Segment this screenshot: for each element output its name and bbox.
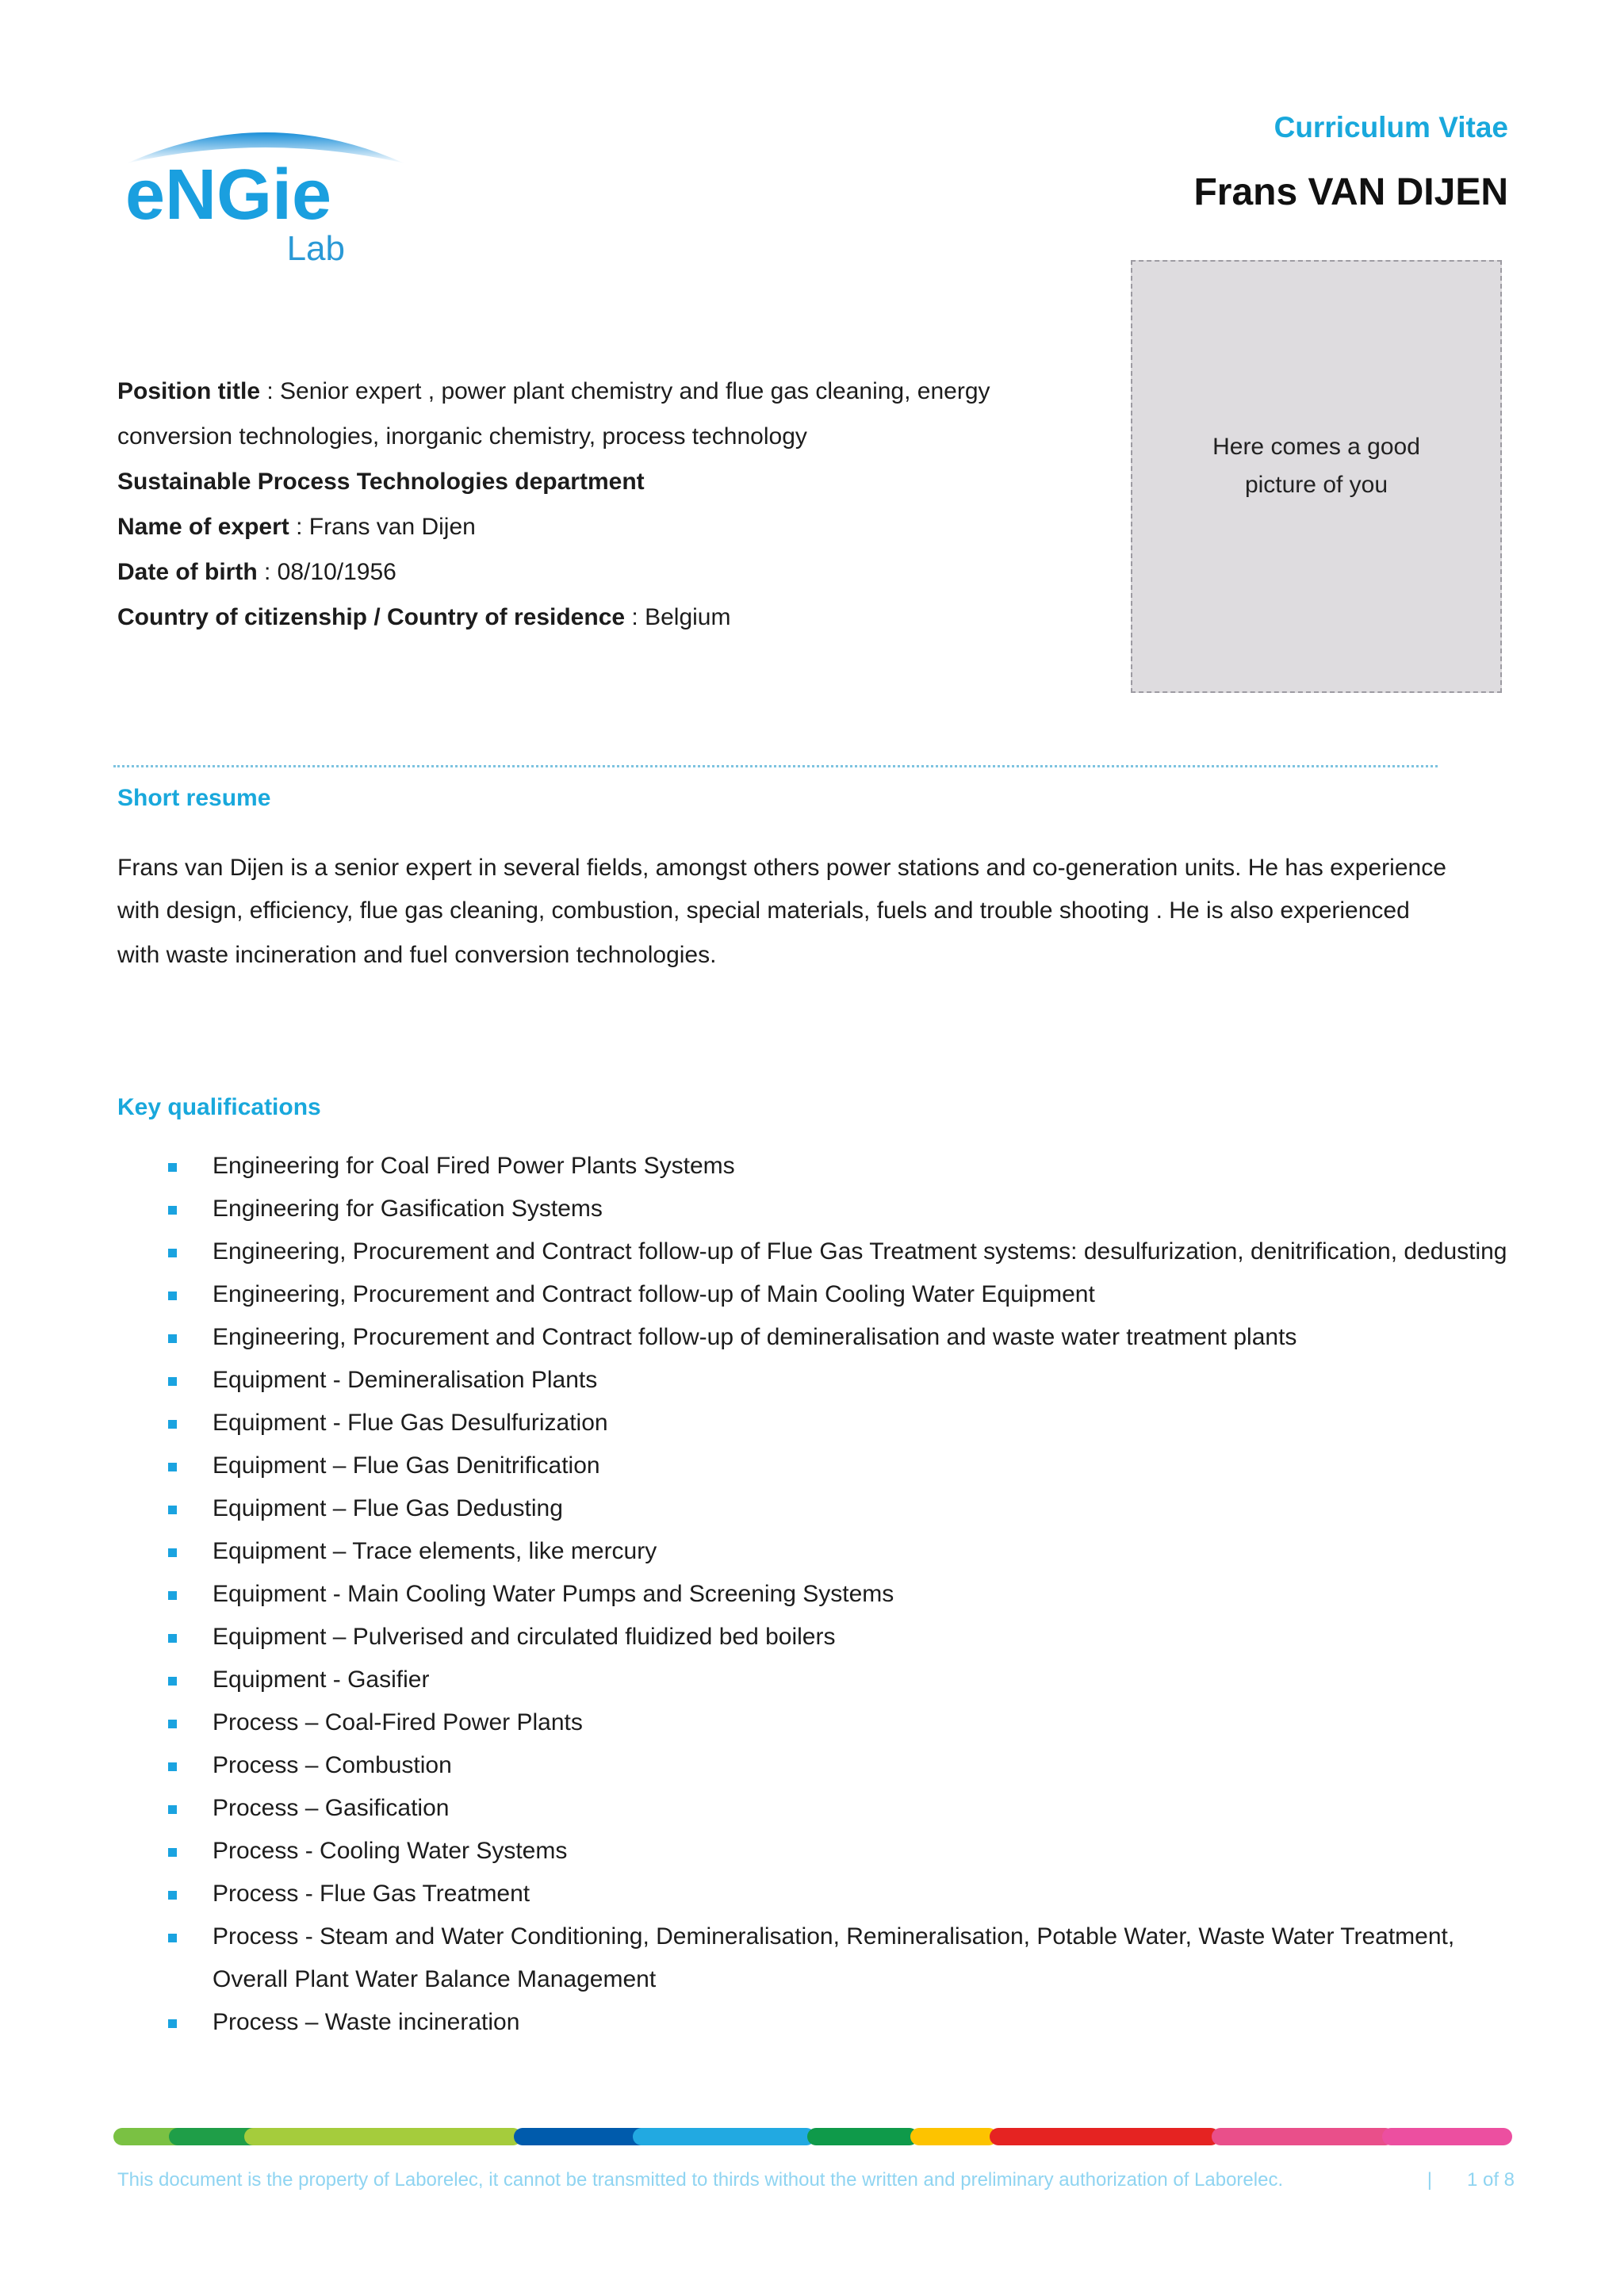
position-line bbox=[117, 369, 1045, 414]
position-value-2: conversion technologies, inorganic chemistry, process technology bbox=[117, 423, 807, 450]
logo-wordmark: eNGie bbox=[125, 155, 332, 235]
qualification-text: Process – Gasification bbox=[213, 1795, 450, 1821]
qualification-item bbox=[165, 1487, 1529, 1530]
footer-disclaimer: This document is the property of Laborelec, it cannot be transmitted to thirds without the written and preliminary authorization of Laborelec. bbox=[117, 2169, 1284, 2191]
qualification-text: Engineering, Procurement and Contract follow-up of demineralisation and waste water treatment plants bbox=[213, 1324, 1297, 1350]
resume-line: with design, efficiency, flue gas cleaning, combustion, special materials, fuels and trouble shooting . He is also experienced bbox=[117, 897, 1410, 924]
personal-info bbox=[117, 369, 1045, 640]
qualification-item bbox=[165, 1915, 1529, 2001]
square-bullet-icon bbox=[168, 1206, 177, 1215]
qualification-text: Equipment - Demineralisation Plants bbox=[213, 1367, 598, 1393]
qualification-text: Equipment - Main Cooling Water Pumps and Screening Systems bbox=[213, 1581, 894, 1607]
square-bullet-icon bbox=[168, 1720, 177, 1728]
engie-lab-logo-graphic bbox=[119, 117, 420, 276]
qualification-text: Engineering, Procurement and Contract follow-up of Main Cooling Water Equipment bbox=[213, 1281, 1095, 1307]
square-bullet-icon bbox=[168, 1591, 177, 1600]
country-line bbox=[117, 595, 1045, 640]
dob-value: : 08/10/1956 bbox=[257, 559, 396, 585]
qualification-item bbox=[165, 1273, 1529, 1316]
qualification-item bbox=[165, 1616, 1529, 1659]
footer-separator: | bbox=[1427, 2169, 1432, 2191]
qualification-text: Process – Combustion bbox=[213, 1752, 452, 1778]
square-bullet-icon bbox=[168, 1463, 177, 1471]
qualification-text: Process – Coal-Fired Power Plants bbox=[213, 1709, 583, 1735]
square-bullet-icon bbox=[168, 1805, 177, 1814]
qualification-item bbox=[165, 1402, 1529, 1445]
cv-label: Curriculum Vitae bbox=[1274, 111, 1508, 144]
qualification-item bbox=[165, 1445, 1529, 1487]
footer-color-bar bbox=[113, 2125, 1512, 2149]
color-segment bbox=[514, 2128, 649, 2145]
position-label: Position title bbox=[117, 378, 260, 404]
country-label: Country of citizenship / Country of residence bbox=[117, 604, 626, 630]
qualification-item bbox=[165, 1744, 1529, 1787]
square-bullet-icon bbox=[168, 1249, 177, 1257]
qualification-text: Equipment – Flue Gas Dedusting bbox=[213, 1495, 563, 1521]
expert-line bbox=[117, 504, 1045, 549]
qualification-item bbox=[165, 1701, 1529, 1744]
key-qualifications-title: Key qualifications bbox=[117, 1094, 321, 1120]
qualification-text: Process – Waste incineration bbox=[213, 2009, 520, 2035]
expert-value: : Frans van Dijen bbox=[289, 514, 476, 540]
section-divider bbox=[113, 765, 1438, 767]
position-line-2 bbox=[117, 414, 1045, 459]
qualification-text: Process - Flue Gas Treatment bbox=[213, 1881, 530, 1907]
photo-placeholder-text: Here comes a good picture of you bbox=[1212, 434, 1420, 498]
qualification-text: Equipment – Flue Gas Denitrification bbox=[213, 1452, 600, 1479]
photo-placeholder bbox=[1131, 260, 1502, 693]
color-segment bbox=[244, 2128, 522, 2145]
square-bullet-icon bbox=[168, 1548, 177, 1557]
qualification-text: Equipment - Flue Gas Desulfurization bbox=[213, 1410, 608, 1436]
logo-sub: Lab bbox=[286, 229, 345, 268]
square-bullet-icon bbox=[168, 2019, 177, 2028]
color-segment bbox=[990, 2128, 1220, 2145]
qualification-item bbox=[165, 1830, 1529, 1873]
qualification-text: Engineering, Procurement and Contract follow-up of Flue Gas Treatment systems: desulfurization, denitrification, dedusting bbox=[213, 1238, 1507, 1265]
color-segment bbox=[1382, 2128, 1512, 2145]
short-resume-title: Short resume bbox=[117, 785, 271, 811]
position-value: : Senior expert , power plant chemistry and flue gas cleaning, energy bbox=[260, 378, 990, 404]
square-bullet-icon bbox=[168, 1634, 177, 1643]
qualification-text: Equipment - Gasifier bbox=[213, 1667, 430, 1693]
qualification-text: Engineering for Coal Fired Power Plants Systems bbox=[213, 1153, 735, 1179]
engie-lab-logo bbox=[119, 117, 420, 276]
page-footer bbox=[117, 2169, 1515, 2191]
expert-label: Name of expert bbox=[117, 514, 289, 540]
key-qualifications-list bbox=[165, 1145, 1529, 2044]
square-bullet-icon bbox=[168, 1292, 177, 1300]
resume-line: Frans van Dijen is a senior expert in several fields, amongst others power stations and co-generation units. He has experience bbox=[117, 855, 1446, 881]
square-bullet-icon bbox=[168, 1848, 177, 1857]
square-bullet-icon bbox=[168, 1762, 177, 1771]
color-segment bbox=[807, 2128, 918, 2145]
qualification-text: Equipment – Pulverised and circulated fluidized bed boilers bbox=[213, 1624, 836, 1650]
qualification-text: Engineering for Gasification Systems bbox=[213, 1196, 603, 1222]
square-bullet-icon bbox=[168, 1891, 177, 1900]
qualification-text: Equipment – Trace elements, like mercury bbox=[213, 1538, 657, 1564]
qualification-item bbox=[165, 1659, 1529, 1701]
cv-name: Frans VAN DIJEN bbox=[1193, 171, 1508, 213]
qualification-item bbox=[165, 1188, 1529, 1230]
department: Sustainable Process Technologies department bbox=[117, 469, 645, 495]
qualification-item bbox=[165, 1145, 1529, 1188]
qualification-item bbox=[165, 1359, 1529, 1402]
square-bullet-icon bbox=[168, 1334, 177, 1343]
color-segment bbox=[910, 2128, 998, 2145]
square-bullet-icon bbox=[168, 1506, 177, 1514]
square-bullet-icon bbox=[168, 1420, 177, 1429]
qualification-item bbox=[165, 1573, 1529, 1616]
dob-line bbox=[117, 549, 1045, 595]
qualification-item bbox=[165, 1873, 1529, 1915]
qualification-item bbox=[165, 1787, 1529, 1830]
country-value: : Belgium bbox=[625, 604, 731, 630]
dob-label: Date of birth bbox=[117, 559, 258, 585]
square-bullet-icon bbox=[168, 1934, 177, 1942]
qualification-item bbox=[165, 1230, 1529, 1273]
color-segment bbox=[633, 2128, 815, 2145]
square-bullet-icon bbox=[168, 1377, 177, 1386]
square-bullet-icon bbox=[168, 1677, 177, 1686]
qualification-text: Process - Steam and Water Conditioning, Demineralisation, Remineralisation, Potable Water, Waste Water Treatment, Overall Plant Water Balance Management bbox=[213, 1923, 1455, 1992]
page-number: 1 of 8 bbox=[1466, 2169, 1515, 2191]
qualification-item bbox=[165, 1530, 1529, 1573]
qualification-item bbox=[165, 2001, 1529, 2044]
color-segment bbox=[1212, 2128, 1394, 2145]
qualification-text: Process - Cooling Water Systems bbox=[213, 1838, 568, 1864]
department-line bbox=[117, 459, 1045, 504]
resume-line: with waste incineration and fuel conversion technologies. bbox=[117, 942, 717, 968]
footer-page-info bbox=[1427, 2169, 1515, 2191]
qualification-item bbox=[165, 1316, 1529, 1359]
square-bullet-icon bbox=[168, 1163, 177, 1172]
short-resume bbox=[117, 847, 1513, 977]
